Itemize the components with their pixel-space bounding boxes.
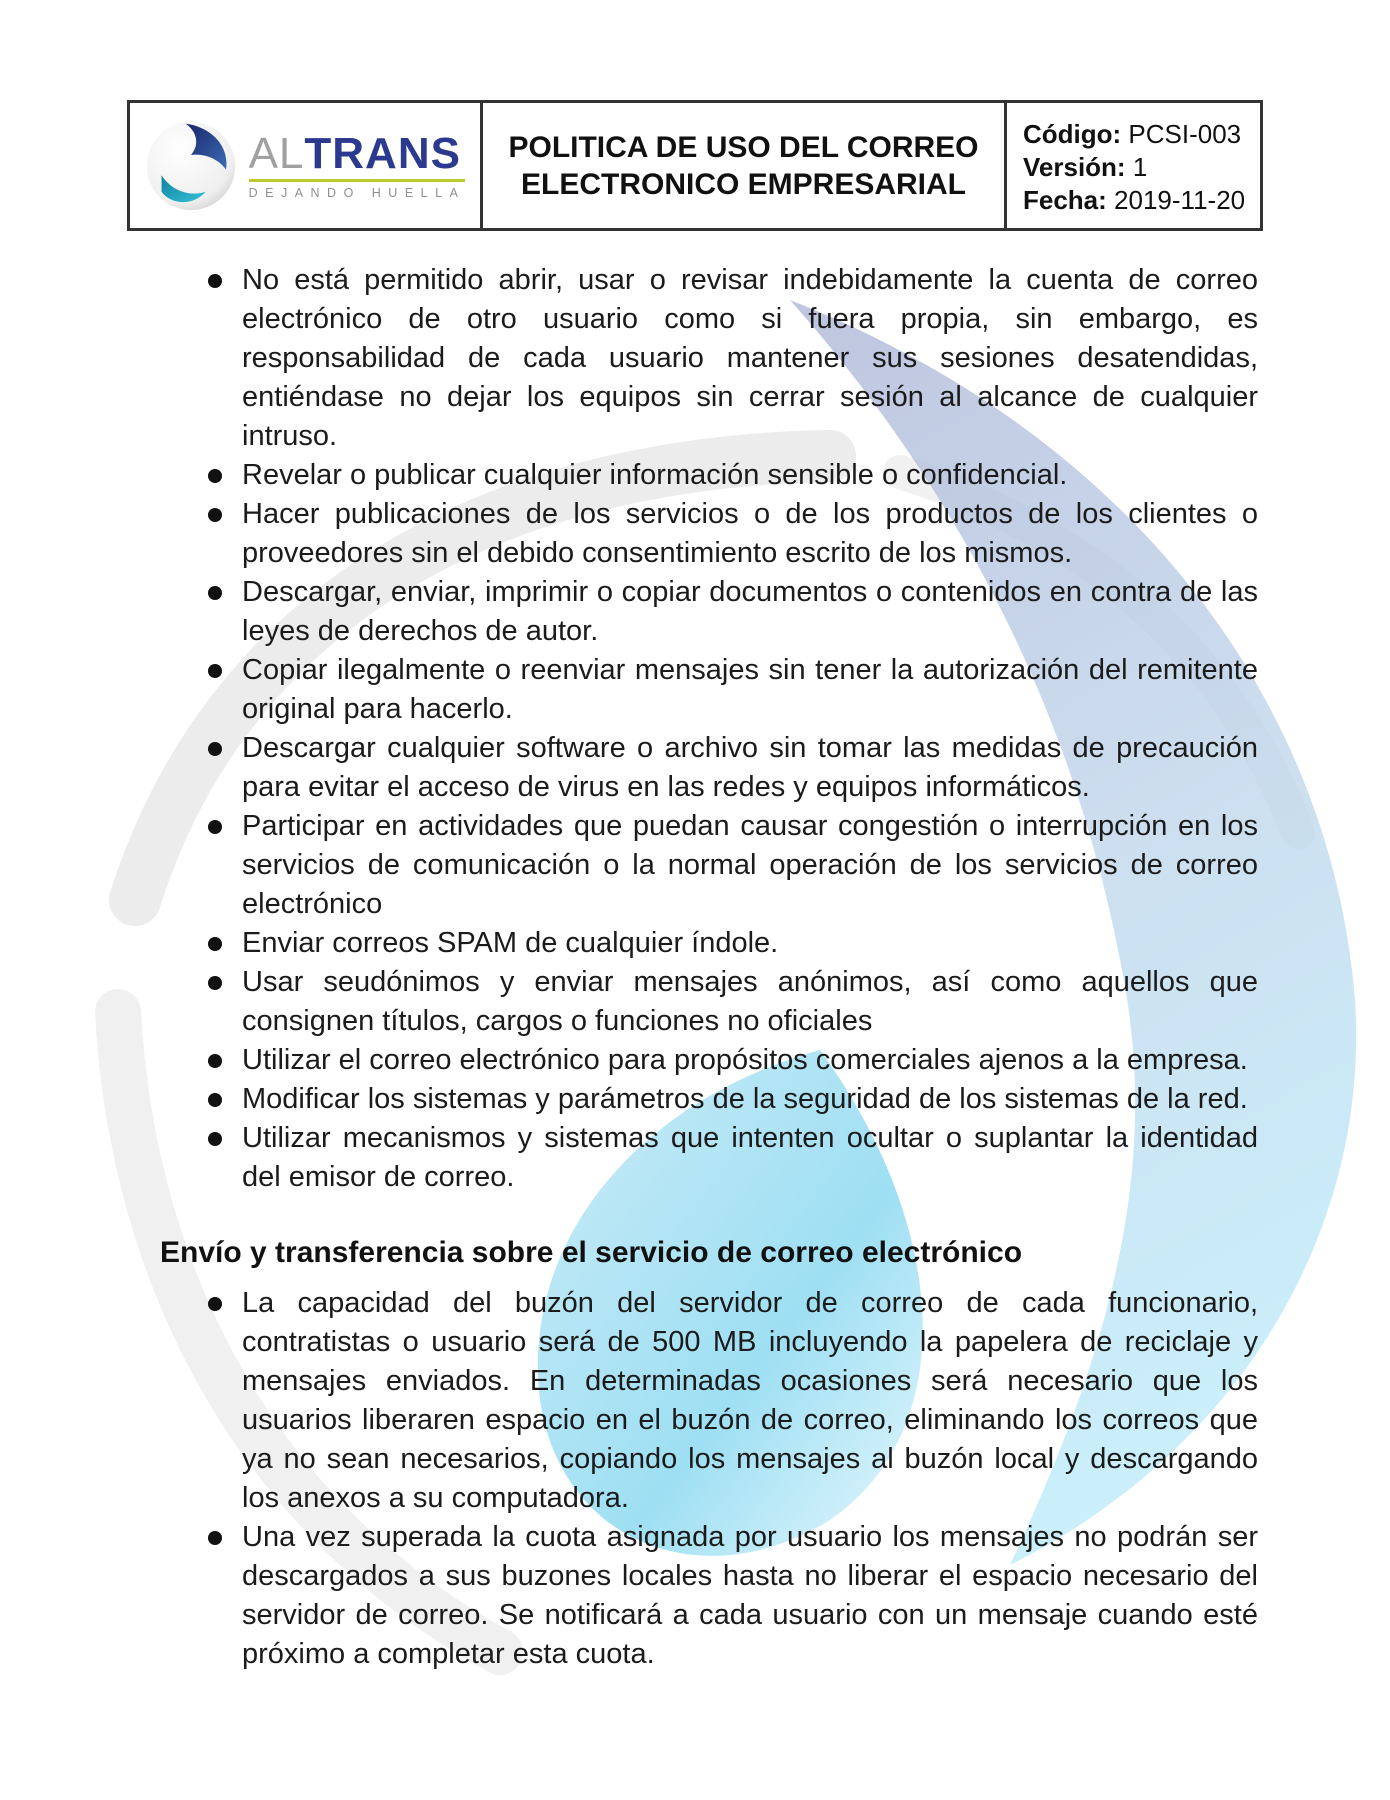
- brand-text: [248, 128, 466, 200]
- bullet-dot-icon: [160, 495, 242, 573]
- document-title-line1: POLITICA DE USO DEL CORREO: [508, 130, 979, 164]
- brand-trans: TRANS: [304, 128, 461, 178]
- meta-fecha: Fecha: 2019-11-20: [1023, 185, 1246, 215]
- list-item: Hacer publicaciones de los servicios o de los productos de los clientes o proveedores sin el debido consentimiento escrito de los mismos.: [0, 495, 1258, 573]
- bullet-dot-icon: [160, 924, 242, 963]
- list-item: Revelar o publicar cualquier información sensible o confidencial.: [0, 456, 1258, 495]
- bullet-dot-icon: [160, 1041, 242, 1080]
- list-item: Participar en actividades que puedan causar congestión o interrupción en los servicios de comunicación o la normal operación de los servicios de correo electrónico: [0, 807, 1258, 924]
- brand-divider: [249, 179, 466, 182]
- meta-version: Versión: 1: [1023, 152, 1148, 182]
- brand-al: AL: [248, 128, 305, 178]
- list-item: Utilizar mecanismos y sistemas que intenten ocultar o suplantar la identidad del emisor de correo.: [0, 1119, 1258, 1197]
- meta-codigo: Código: PCSI-003: [1023, 119, 1242, 149]
- bullet-dot-icon: [160, 807, 242, 924]
- bullet-dot-icon: [160, 456, 242, 495]
- bullet-dot-icon: [160, 1284, 242, 1518]
- bullet-dot-icon: [160, 651, 242, 729]
- list-item: Copiar ilegalmente o reenviar mensajes sin tener la autorización del remitente original para hacerlo.: [0, 651, 1258, 729]
- list-item: Descargar cualquier software o archivo sin tomar las medidas de precaución para evitar el acceso de virus en las redes y equipos informáticos.: [0, 729, 1258, 807]
- list-item: La capacidad del buzón del servidor de correo de cada funcionario, contratistas o usuario será de 500 MB incluyendo la papelera de reciclaje y mensajes enviados. En determinadas ocasiones será necesario que los usuarios liberaren espacio en el buzón de correo, eliminando los correos que ya no sean necesarios, copiando los mensajes al buzón local y descargando los anexos a su computadora.: [0, 1284, 1258, 1518]
- list-item: Enviar correos SPAM de cualquier índole.: [0, 924, 1258, 963]
- document-meta: [1007, 103, 1257, 228]
- bullet-dot-icon: [160, 573, 242, 651]
- list-item: Una vez superada la cuota asignada por usuario los mensajes no podrán ser descargados a sus buzones locales hasta no liberar el espacio necesario del servidor de correo. Se notificará a cada usuario con un mensaje cuando esté próximo a completar esta cuota.: [0, 1518, 1258, 1674]
- brand-name: [248, 128, 466, 178]
- altrans-sphere-icon: [145, 120, 237, 212]
- transfer-policy-list: [0, 1284, 1390, 1674]
- document-title-line2: ELECTRONICO EMPRESARIAL: [520, 167, 967, 201]
- company-logo: [130, 103, 483, 228]
- header-table: [127, 100, 1263, 231]
- bullet-dot-icon: [160, 1119, 242, 1197]
- bullet-dot-icon: [160, 1518, 242, 1674]
- bullet-dot-icon: [160, 261, 242, 456]
- document-title: [483, 103, 1007, 228]
- list-item: Usar seudónimos y enviar mensajes anónimos, así como aquellos que consignen títulos, cargos o funciones no oficiales: [0, 963, 1258, 1041]
- list-item: No está permitido abrir, usar o revisar indebidamente la cuenta de correo electrónico de otro usuario como si fuera propia, sin embargo, es responsabilidad de cada usuario mantener sus sesiones desatendidas, entiéndase no dejar los equipos sin cerrar sesión al alcance de cualquier intruso.: [0, 261, 1258, 456]
- bullet-dot-icon: [160, 1080, 242, 1119]
- brand-tagline: DEJANDO HUELLA: [248, 185, 466, 200]
- list-item: Utilizar el correo electrónico para propósitos comerciales ajenos a la empresa.: [0, 1041, 1258, 1080]
- list-item: Modificar los sistemas y parámetros de la seguridad de los sistemas de la red.: [0, 1080, 1258, 1119]
- section-heading: Envío y transferencia sobre el servicio de correo electrónico: [160, 1236, 1023, 1269]
- bullet-dot-icon: [160, 729, 242, 807]
- policy-list: [0, 261, 1390, 1197]
- bullet-dot-icon: [160, 963, 242, 1041]
- list-item: Descargar, enviar, imprimir o copiar documentos o contenidos en contra de las leyes de derechos de autor.: [0, 573, 1258, 651]
